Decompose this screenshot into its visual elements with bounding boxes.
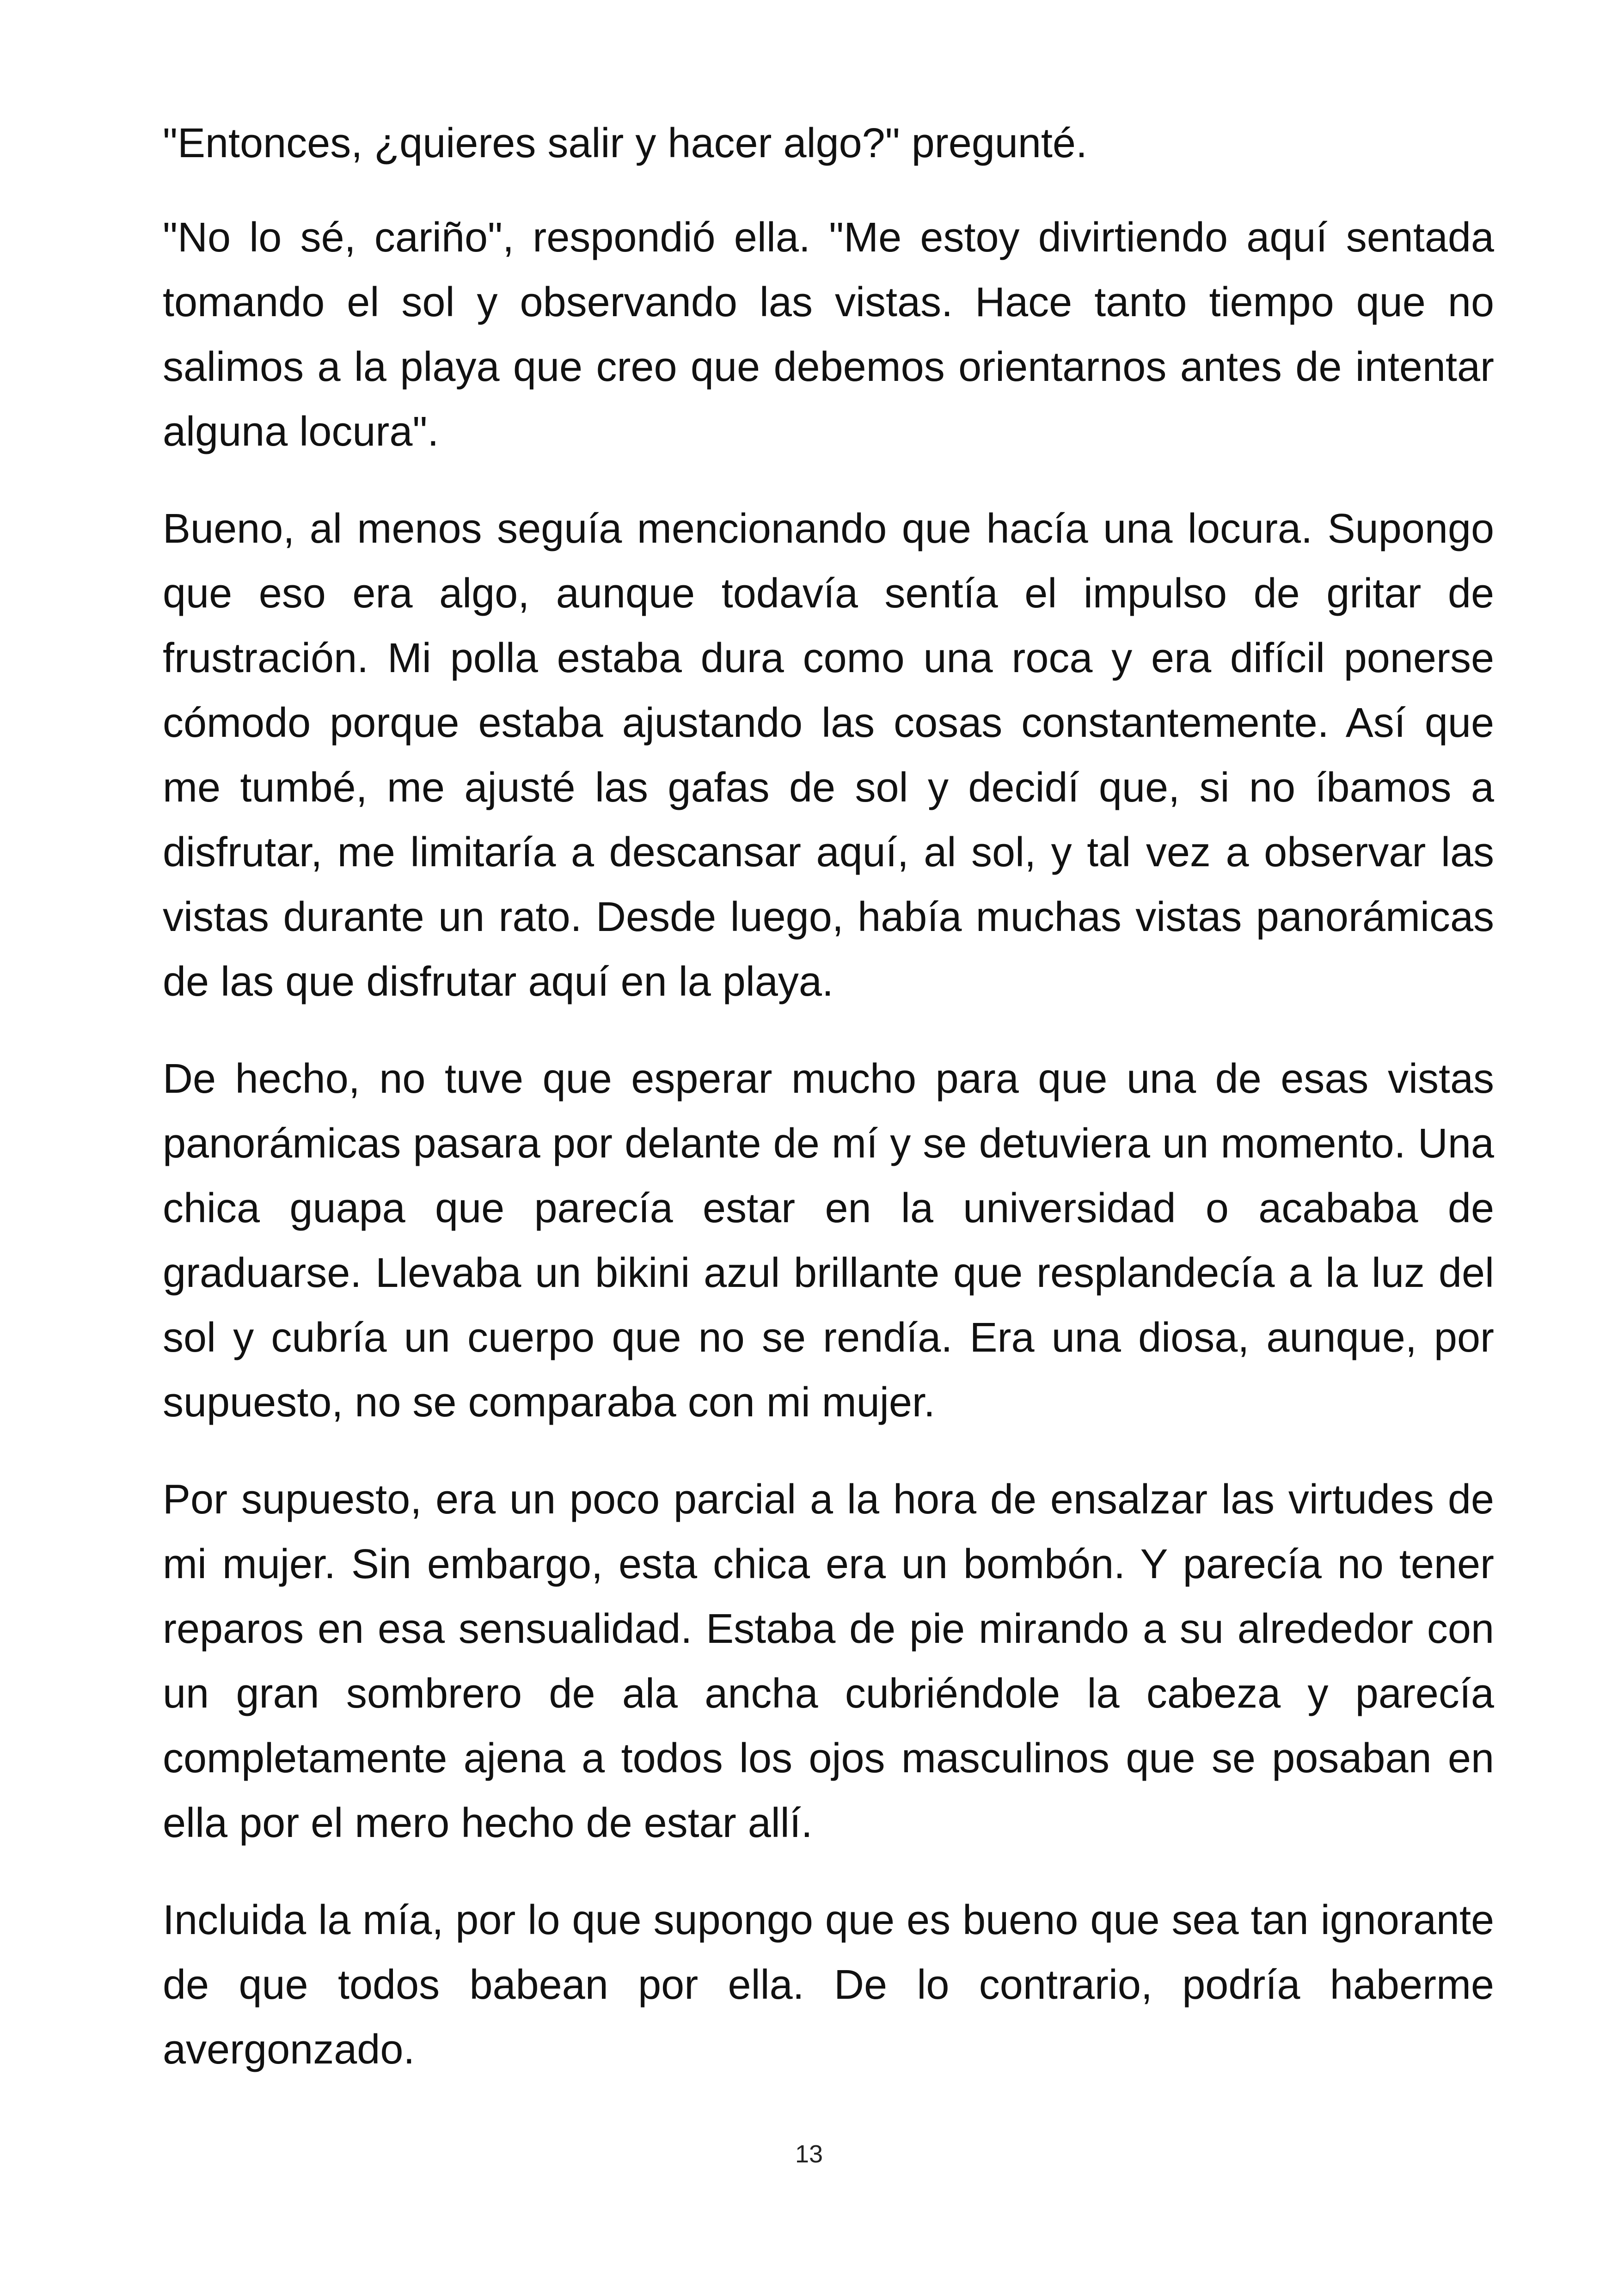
paragraph-6: Incluida la mía, por lo que supongo que es bueno que sea tan ignorante de que todos babean por ella. De lo contrario, podría haberme avergonzado. — [163, 1897, 1494, 2073]
page-number: 13 — [795, 2140, 823, 2168]
body-text — [163, 111, 1494, 2114]
paragraph-3: Bueno, al menos seguía mencionando que hacía una locura. Supongo que eso era algo, aunque todavía sentía el impulso de gritar de frustración. Mi polla estaba dura como una roca y era difícil ponerse cómodo porque estaba ajustando las cosas constantemente. Así que me tumbé, me ajusté las gafas de sol y decidí que, si no íbamos a disfrutar, me limitaría a descansar aquí, al sol, y tal vez a observar las vistas durante un rato. Desde luego, había muchas vistas panorámicas de las que disfrutar aquí en la playa. — [163, 506, 1494, 1005]
paragraph-4: De hecho, no tuve que esperar mucho para que una de esas vistas panorámicas pasara por delante de mí y se detuviera un momento. Una chica guapa que parecía estar en la universidad o acababa de graduarse. Llevaba un bikini azul brillante que resplandecía a la luz del sol y cubría un cuerpo que no se rendía. Era una diosa, aunque, por supuesto, no se comparaba con mi mujer. — [163, 1056, 1494, 1426]
paragraph-2: "No lo sé, cariño", respondió ella. "Me estoy divirtiendo aquí sentada tomando el sol y observando las vistas. Hace tanto tiempo que no salimos a la playa que creo que debemos orientarnos antes de intentar alguna locura". — [163, 214, 1494, 455]
paragraph-5: Por supuesto, era un poco parcial a la hora de ensalzar las virtudes de mi mujer. Sin embargo, esta chica era un bombón. Y parecía no tener reparos en esa sensualidad. Estaba de pie mirando a su alrededor con un gran sombrero de ala ancha cubriéndole la cabeza y parecía completamente ajena a todos los ojos masculinos que se posaban en ella por el mero hecho de estar allí. — [163, 1476, 1494, 1846]
paragraph-1: "Entonces, ¿quieres salir y hacer algo?" pregunté. — [163, 120, 1087, 166]
